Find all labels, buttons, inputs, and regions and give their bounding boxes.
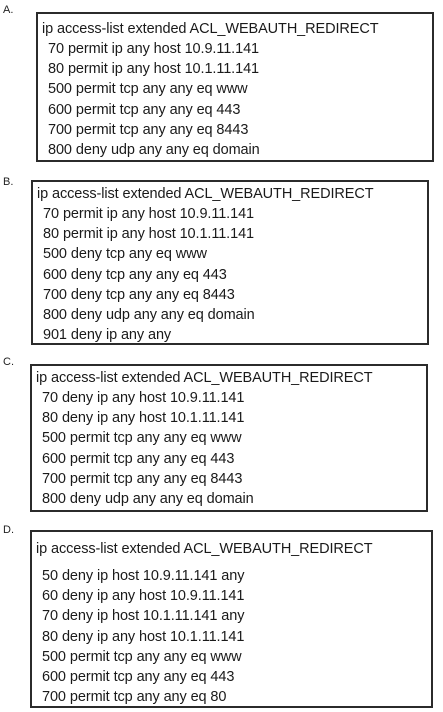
acl-config-box bbox=[30, 530, 433, 708]
acl-entry bbox=[33, 265, 427, 285]
acl-seq: 500 bbox=[42, 430, 66, 447]
acl-rule: tcp any any eq 443 bbox=[113, 450, 235, 467]
acl-rule: ip host 10.1.11.141 any bbox=[96, 608, 245, 625]
acl-seq: 700 bbox=[43, 286, 67, 303]
acl-rule: tcp any any eq 8443 bbox=[113, 470, 243, 487]
acl-rule: ip any host 10.9.11.141 bbox=[96, 390, 245, 406]
acl-entry bbox=[33, 224, 427, 244]
acl-action: permit bbox=[75, 101, 116, 118]
acl-seq: 800 bbox=[48, 142, 72, 159]
acl-seq: 700 bbox=[42, 470, 66, 487]
acl-rule: ip any host 10.1.11.141 bbox=[96, 628, 245, 645]
acl-seq: 600 bbox=[42, 450, 66, 467]
acl-entry bbox=[33, 204, 427, 224]
acl-entry bbox=[32, 586, 431, 606]
acl-rule: ip any host 10.1.11.141 bbox=[111, 61, 260, 78]
acl-rule: ip any host 10.9.11.141 bbox=[106, 206, 255, 222]
acl-seq: 80 bbox=[48, 61, 64, 78]
acl-config-box bbox=[31, 180, 429, 345]
acl-action: deny bbox=[70, 307, 102, 324]
acl-rule: ip any host 10.9.11.141 bbox=[111, 41, 260, 57]
acl-entry bbox=[32, 566, 431, 586]
acl-rule: tcp any any eq 8443 bbox=[119, 121, 249, 138]
acl-rule: ip any host 10.9.11.141 bbox=[96, 588, 245, 605]
acl-action: deny bbox=[61, 410, 93, 427]
option-letter: B. bbox=[3, 176, 14, 188]
acl-rule: tcp any any eq 80 bbox=[113, 689, 227, 706]
acl-entry bbox=[32, 647, 431, 667]
acl-rule: udp any any eq domain bbox=[110, 142, 260, 159]
acl-entry bbox=[38, 100, 432, 120]
acl-rule: tcp any any eq 443 bbox=[105, 266, 227, 283]
answer-option-a bbox=[0, 0, 443, 168]
answer-option-c bbox=[0, 352, 443, 516]
acl-seq: 50 bbox=[42, 568, 58, 584]
acl-rule: ip any host 10.1.11.141 bbox=[106, 226, 255, 243]
acl-seq: 80 bbox=[42, 628, 58, 645]
acl-action: permit bbox=[69, 669, 110, 686]
acl-entry bbox=[32, 606, 431, 626]
acl-action: permit bbox=[75, 121, 116, 138]
acl-header: ip access-list extended ACL_WEBAUTH_REDIRECT bbox=[42, 21, 379, 37]
acl-action: permit bbox=[67, 61, 108, 78]
acl-action: permit bbox=[69, 689, 110, 706]
acl-action: deny bbox=[61, 390, 93, 406]
acl-entry bbox=[32, 388, 426, 408]
answer-option-b bbox=[0, 172, 443, 348]
acl-seq: 800 bbox=[42, 491, 66, 508]
acl-rule: udp any any eq domain bbox=[105, 307, 255, 324]
acl-action: deny bbox=[61, 568, 93, 584]
acl-rule: ip any any bbox=[105, 327, 172, 344]
acl-seq: 70 bbox=[48, 41, 64, 57]
acl-action: permit bbox=[62, 206, 103, 222]
acl-entry bbox=[38, 120, 432, 140]
option-letter: D. bbox=[3, 524, 14, 536]
acl-entry bbox=[32, 667, 431, 687]
acl-seq: 500 bbox=[43, 246, 67, 263]
acl-seq: 700 bbox=[42, 689, 66, 706]
acl-header: ip access-list extended ACL_WEBAUTH_REDIRECT bbox=[36, 541, 373, 557]
acl-action: permit bbox=[69, 648, 110, 665]
acl-action: permit bbox=[75, 81, 116, 98]
acl-action: deny bbox=[70, 286, 102, 303]
acl-entry bbox=[32, 408, 426, 428]
acl-entry bbox=[38, 59, 432, 79]
acl-seq: 60 bbox=[42, 588, 58, 605]
acl-entry bbox=[32, 449, 426, 469]
acl-entry bbox=[32, 627, 431, 647]
acl-seq: 600 bbox=[42, 669, 66, 686]
acl-entry bbox=[32, 687, 431, 707]
answer-option-d bbox=[0, 520, 443, 710]
acl-rule: ip host 10.9.11.141 any bbox=[96, 568, 245, 584]
acl-config-box bbox=[30, 364, 428, 512]
acl-action: deny bbox=[61, 608, 93, 625]
acl-entry bbox=[32, 428, 426, 448]
acl-entry bbox=[38, 39, 432, 59]
acl-seq: 500 bbox=[48, 81, 72, 98]
acl-action: permit bbox=[67, 41, 108, 57]
acl-entry bbox=[33, 305, 427, 325]
acl-entry bbox=[33, 325, 427, 345]
acl-rule: tcp any any eq www bbox=[119, 81, 248, 98]
option-letter: C. bbox=[3, 356, 14, 368]
acl-seq: 70 bbox=[42, 608, 58, 625]
acl-rule: tcp any any eq www bbox=[113, 430, 242, 447]
acl-rule: tcp any any eq 443 bbox=[119, 101, 241, 118]
acl-rule: ip any host 10.1.11.141 bbox=[96, 410, 245, 427]
acl-rule: tcp any any eq 8443 bbox=[105, 286, 235, 303]
acl-action: permit bbox=[69, 430, 110, 447]
acl-rule: tcp any any eq www bbox=[113, 648, 242, 665]
acl-header: ip access-list extended ACL_WEBAUTH_REDIRECT bbox=[37, 186, 374, 202]
acl-entry bbox=[33, 244, 427, 264]
acl-entry bbox=[38, 140, 432, 160]
acl-action: deny bbox=[61, 588, 93, 605]
acl-action: deny bbox=[61, 628, 93, 645]
acl-entry bbox=[33, 285, 427, 305]
acl-config-box bbox=[36, 12, 434, 162]
acl-entry bbox=[32, 489, 426, 509]
acl-seq: 600 bbox=[48, 101, 72, 118]
acl-action: permit bbox=[62, 226, 103, 243]
acl-seq: 800 bbox=[43, 307, 67, 324]
acl-action: deny bbox=[70, 266, 102, 283]
acl-seq: 500 bbox=[42, 648, 66, 665]
acl-action: permit bbox=[69, 450, 110, 467]
acl-seq: 600 bbox=[43, 266, 67, 283]
acl-entry bbox=[38, 79, 432, 99]
acl-action: deny bbox=[70, 246, 102, 263]
acl-entry bbox=[32, 469, 426, 489]
acl-action: permit bbox=[69, 470, 110, 487]
acl-seq: 901 bbox=[43, 327, 67, 344]
acl-header: ip access-list extended ACL_WEBAUTH_REDIRECT bbox=[36, 370, 373, 386]
acl-seq: 70 bbox=[42, 390, 58, 406]
acl-rule: udp any any eq domain bbox=[104, 491, 254, 508]
acl-action: deny bbox=[69, 491, 101, 508]
acl-rule: tcp any any eq 443 bbox=[113, 669, 235, 686]
acl-action: deny bbox=[75, 142, 107, 159]
acl-action: deny bbox=[70, 327, 102, 344]
acl-seq: 70 bbox=[43, 206, 59, 222]
acl-rule: tcp any eq www bbox=[105, 246, 207, 263]
acl-seq: 700 bbox=[48, 121, 72, 138]
acl-seq: 80 bbox=[42, 410, 58, 427]
option-letter: A. bbox=[3, 4, 14, 16]
acl-seq: 80 bbox=[43, 226, 59, 243]
